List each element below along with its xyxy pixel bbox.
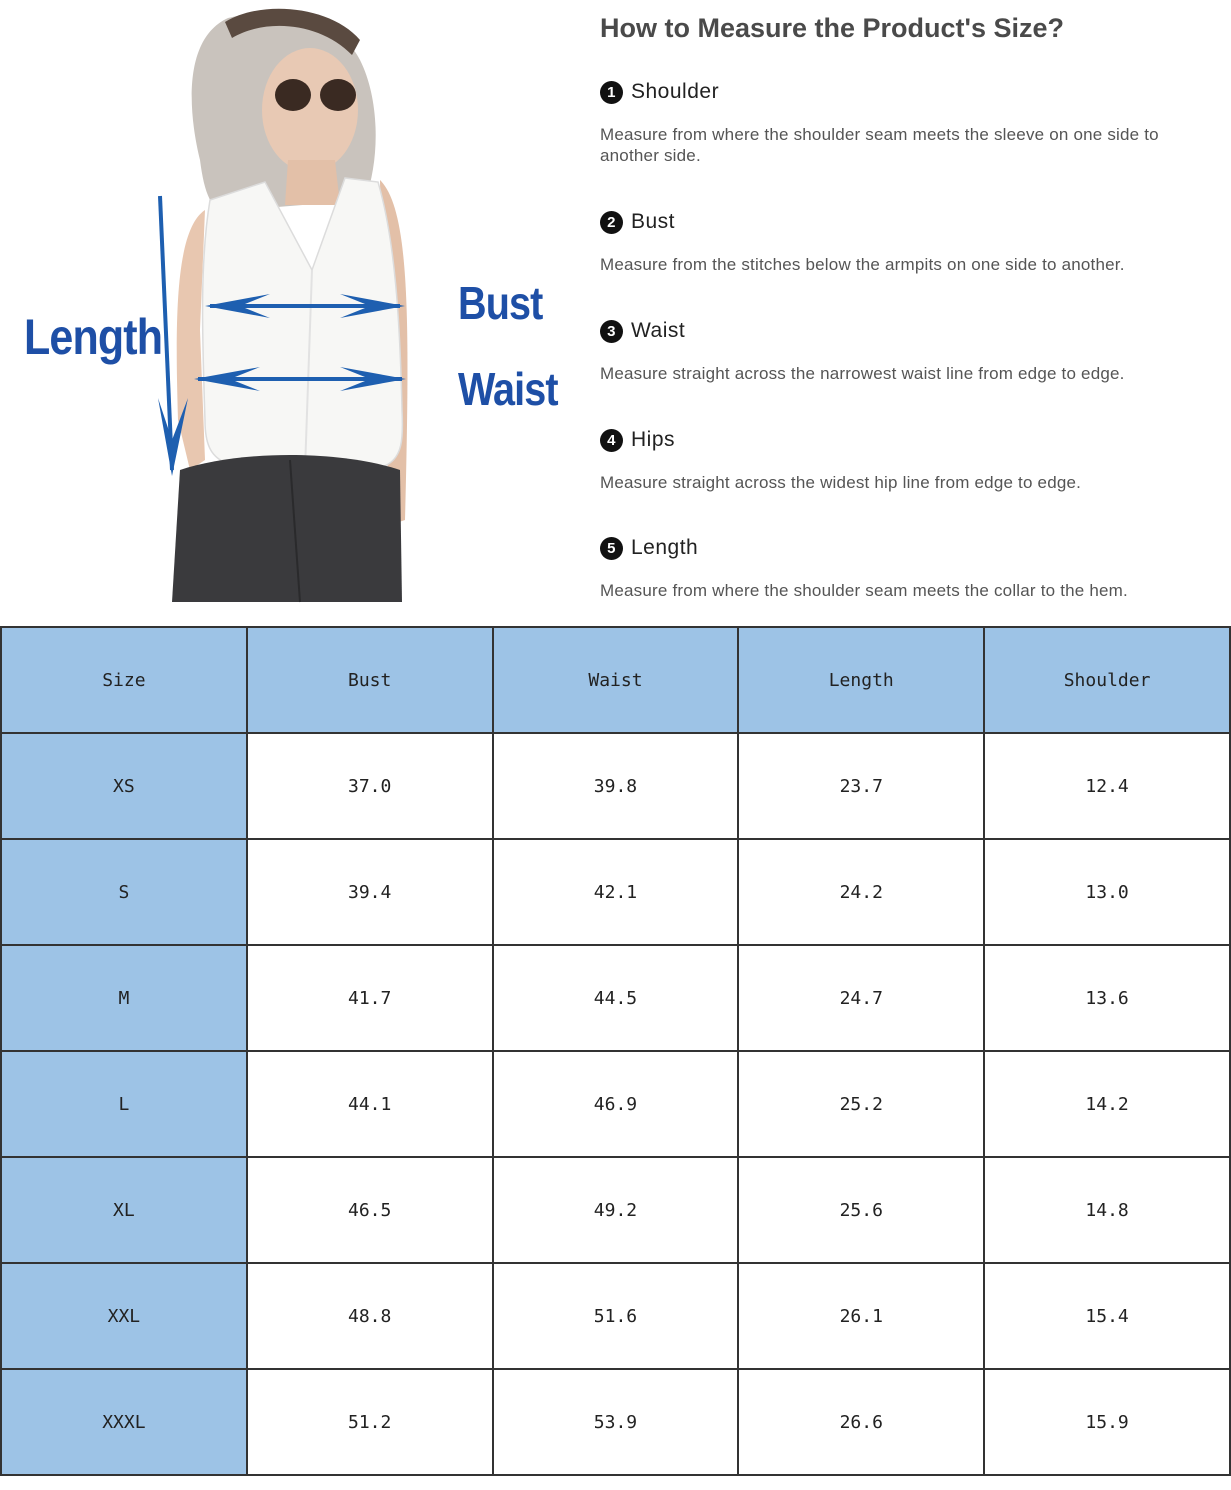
table-row xyxy=(1,1369,1230,1475)
step-number-badge: 3 xyxy=(600,320,623,343)
waist-cell: 46.9 xyxy=(493,1051,739,1157)
step-label: Waist xyxy=(631,319,686,342)
measurement-guide xyxy=(600,10,1220,600)
waist-callout: Waist xyxy=(458,363,558,415)
header-length: Length xyxy=(738,627,984,733)
table-row xyxy=(1,839,1230,945)
shoulder-cell: 14.2 xyxy=(984,1051,1230,1157)
waist-cell: 42.1 xyxy=(493,839,739,945)
waist-cell: 51.6 xyxy=(493,1263,739,1369)
step-label: Length xyxy=(631,536,699,559)
table-row xyxy=(1,1157,1230,1263)
step-description: Measure from where the shoulder seam meets the collar to the hem. xyxy=(600,581,1128,600)
shoulder-cell: 13.0 xyxy=(984,839,1230,945)
header-shoulder: Shoulder xyxy=(984,627,1230,733)
length-cell: 24.2 xyxy=(738,839,984,945)
step-number-badge: 4 xyxy=(600,429,623,452)
length-cell: 26.1 xyxy=(738,1263,984,1369)
step-description: Measure straight across the widest hip line from edge to edge. xyxy=(600,473,1082,492)
step-number-badge: 5 xyxy=(600,537,623,560)
bust-cell: 37.0 xyxy=(247,733,493,839)
step-description: Measure from the stitches below the armpits on one side to another. xyxy=(600,255,1125,274)
model-illustration xyxy=(0,0,585,610)
step-waist xyxy=(600,319,1220,384)
step-label: Bust xyxy=(631,210,676,233)
shoulder-cell: 15.4 xyxy=(984,1263,1230,1369)
waist-cell: 49.2 xyxy=(493,1157,739,1263)
step-number-badge: 2 xyxy=(600,211,623,234)
step-shoulder xyxy=(600,80,1220,166)
waist-cell: 39.8 xyxy=(493,733,739,839)
step-label: Hips xyxy=(631,428,676,451)
length-cell: 24.7 xyxy=(738,945,984,1051)
size-cell: XL xyxy=(1,1157,247,1263)
table-row xyxy=(1,1051,1230,1157)
step-description: Measure from where the shoulder seam meets the sleeve on one side to another side. xyxy=(600,125,1159,165)
size-cell: XS xyxy=(1,733,247,839)
length-cell: 25.2 xyxy=(738,1051,984,1157)
table-header-row xyxy=(1,627,1230,733)
step-hips xyxy=(600,428,1220,493)
bust-cell: 44.1 xyxy=(247,1051,493,1157)
bust-callout: Bust xyxy=(458,277,543,329)
step-bust xyxy=(600,210,1220,275)
bust-cell: 46.5 xyxy=(247,1157,493,1263)
shoulder-cell: 15.9 xyxy=(984,1369,1230,1475)
table-row xyxy=(1,945,1230,1051)
shoulder-cell: 12.4 xyxy=(984,733,1230,839)
bust-cell: 48.8 xyxy=(247,1263,493,1369)
size-cell: XXL xyxy=(1,1263,247,1369)
waist-cell: 53.9 xyxy=(493,1369,739,1475)
step-description: Measure straight across the narrowest waist line from edge to edge. xyxy=(600,364,1125,383)
shoulder-cell: 13.6 xyxy=(984,945,1230,1051)
step-number-badge: 1 xyxy=(600,81,623,104)
step-label: Shoulder xyxy=(631,80,720,103)
length-cell: 23.7 xyxy=(738,733,984,839)
size-cell: XXXL xyxy=(1,1369,247,1475)
bust-cell: 39.4 xyxy=(247,839,493,945)
bust-cell: 41.7 xyxy=(247,945,493,1051)
size-cell: S xyxy=(1,839,247,945)
guide-title: How to Measure the Product's Size? xyxy=(600,13,1064,43)
length-cell: 25.6 xyxy=(738,1157,984,1263)
table-row xyxy=(1,733,1230,839)
header-size: Size xyxy=(1,627,247,733)
header-waist: Waist xyxy=(493,627,739,733)
step-length xyxy=(600,536,1220,601)
header-bust: Bust xyxy=(247,627,493,733)
length-callout: Length xyxy=(24,309,163,365)
waist-cell: 44.5 xyxy=(493,945,739,1051)
bust-cell: 51.2 xyxy=(247,1369,493,1475)
size-cell: L xyxy=(1,1051,247,1157)
size-chart-table xyxy=(0,626,1231,1476)
table-row xyxy=(1,1263,1230,1369)
size-cell: M xyxy=(1,945,247,1051)
shoulder-cell: 14.8 xyxy=(984,1157,1230,1263)
length-cell: 26.6 xyxy=(738,1369,984,1475)
